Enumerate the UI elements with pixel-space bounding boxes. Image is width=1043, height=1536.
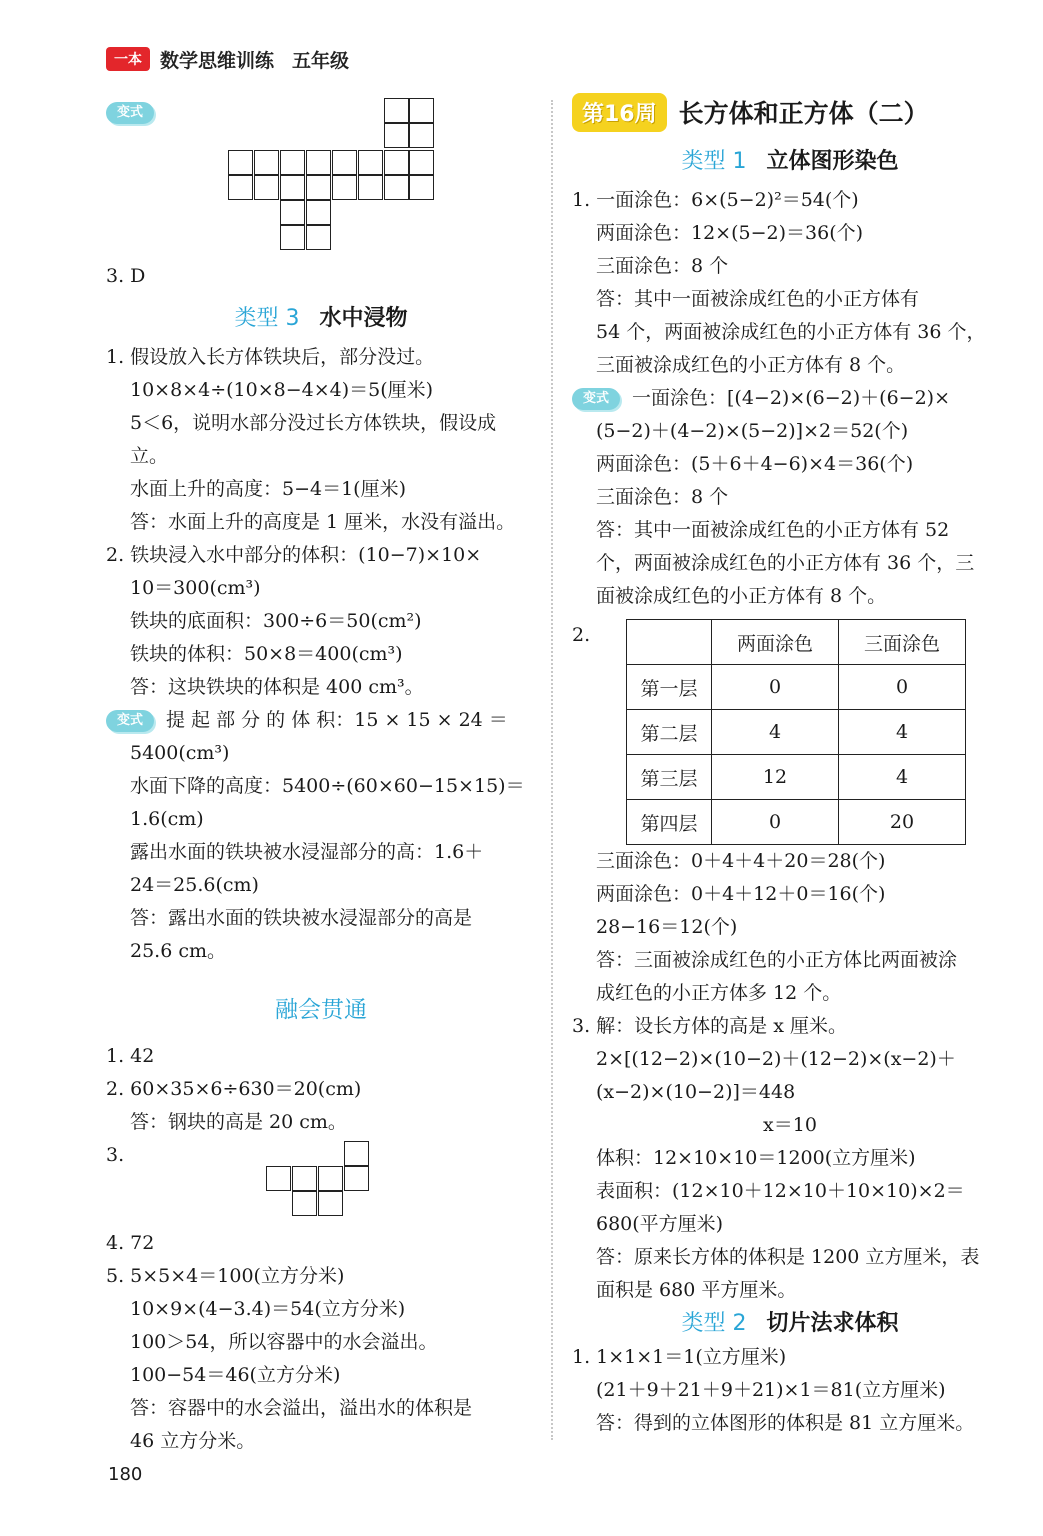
week-heading <box>572 90 1008 134</box>
left-column <box>106 90 536 1458</box>
s2-q1-line: (21＋9＋21＋9＋21)×1＝81(立方厘米) <box>596 1379 946 1401</box>
variant-text: 一面涂色：[(4−2)×(6−2)＋(6−2)× <box>632 387 951 409</box>
rhyt-answer-5: 答：容器中的水会溢出，溢出水的体积是 <box>130 1397 473 1419</box>
r-variant-line: 面被涂成红色的小正方体有 8 个。 <box>596 585 887 607</box>
table-header-cell: 三面涂色 <box>839 620 966 665</box>
net-cell <box>280 175 305 200</box>
variant-text: 提 起 部 分 的 体 积：15 × 15 × 24 ＝ <box>166 709 508 731</box>
q1-line: 答：水面上升的高度是 1 厘米，水没有溢出。 <box>130 511 516 533</box>
q2-line: 答：这块铁块的体积是 400 cm³。 <box>130 676 424 698</box>
s2-q1-line: 答：得到的立体图形的体积是 81 立方厘米。 <box>596 1412 975 1434</box>
q1-line: 立。 <box>130 445 169 467</box>
q1-line: 水面上升的高度：5−4＝1(厘米) <box>130 478 407 500</box>
r-variant-line: (5−2)＋(4−2)×(5−2)]×2＝52(个) <box>596 420 909 442</box>
q3-line: 表面积：(12×10＋12×10＋10×10)×2＝ <box>596 1180 965 1202</box>
rhyt-answer-5: 100−54＝46(立方分米) <box>130 1364 341 1386</box>
table-cell: 第二层 <box>627 710 712 755</box>
net-cell <box>384 150 409 175</box>
section-name: 水中浸物 <box>319 306 408 331</box>
net-cell <box>254 175 279 200</box>
r-q1-line: 三面涂色：8 个 <box>596 255 729 277</box>
q2-line: 2. 铁块浸入水中部分的体积：(10−7)×10× <box>106 544 482 566</box>
cube-net-figure-2 <box>266 1139 376 1219</box>
net-cell <box>292 1166 317 1191</box>
table-cell: 第四层 <box>627 800 712 845</box>
table-cell: 20 <box>839 800 966 845</box>
table-row <box>627 800 966 845</box>
rhyt-answer-4: 4. 72 <box>106 1232 155 1254</box>
q3-line: 680(平方厘米) <box>596 1213 724 1235</box>
section-name: 切片法求体积 <box>766 1311 899 1336</box>
net-cell <box>409 175 434 200</box>
table-header-cell: 两面涂色 <box>712 620 839 665</box>
variant-line: 25.6 cm。 <box>130 940 227 962</box>
section-type-label: 类型 3 <box>234 306 300 331</box>
section-type-label: 类型 2 <box>681 1311 747 1336</box>
r-variant-line <box>572 382 1008 415</box>
net-cell <box>280 225 305 250</box>
r-q1-line: 两面涂色：12×(5−2)＝36(个) <box>596 222 864 244</box>
q2-line: 铁块的体积：50×8＝400(cm³) <box>130 643 403 665</box>
r-variant-line: 个，两面被涂成红色的小正方体有 36 个，三 <box>596 552 975 574</box>
rhyt-answer-5: 5. 5×5×4＝100(立方分米) <box>106 1265 345 1287</box>
table-row <box>627 755 966 800</box>
q2-after-line: 28−16＝12(个) <box>596 916 738 938</box>
q3-line: 3. 解：设长方体的高是 x 厘米。 <box>572 1015 847 1037</box>
section-type-3-heading <box>106 299 536 339</box>
net-cell <box>384 175 409 200</box>
r-variant-line: 三面涂色：8 个 <box>596 486 729 508</box>
net-cell <box>409 123 434 148</box>
table-cell: 第一层 <box>627 665 712 710</box>
net-cell <box>344 1141 369 1166</box>
net-cell <box>384 123 409 148</box>
table-header-row <box>627 620 966 665</box>
table-header-cell <box>627 620 712 665</box>
variant-line: 水面下降的高度：5400÷(60×60−15×15)＝ <box>130 775 525 797</box>
table-cell: 4 <box>839 710 966 755</box>
cube-net-figure-1 <box>228 98 438 254</box>
rhyt-answer-5: 46 立方分米。 <box>130 1430 256 1452</box>
book-title: 数学思维训练 <box>160 49 275 72</box>
table-row <box>627 665 966 710</box>
section-type-2-heading <box>572 1307 1008 1341</box>
net-cell <box>318 1191 343 1216</box>
q3-line: 答：原来长方体的体积是 1200 立方厘米，表 <box>596 1246 980 1268</box>
section-type-label: 类型 1 <box>681 149 747 174</box>
section-type-1-heading <box>572 142 1008 182</box>
answer-3: 3. D <box>106 265 146 287</box>
table-cell: 第三层 <box>627 755 712 800</box>
table-cell: 0 <box>712 800 839 845</box>
net-cell <box>306 200 331 225</box>
net-cell <box>292 1191 317 1216</box>
net-cell <box>280 200 305 225</box>
net-cell <box>409 150 434 175</box>
net-cell <box>409 98 434 123</box>
r-variant-line: 两面涂色：(5＋6＋4−6)×4＝36(个) <box>596 453 914 475</box>
q2-line: 铁块的底面积：300÷6＝50(cm²) <box>130 610 422 632</box>
grade-label: 五年级 <box>292 49 350 72</box>
net-cell <box>306 150 331 175</box>
rhyt-answer-5: 100＞54，所以容器中的水会溢出。 <box>130 1331 438 1353</box>
r-variant-line: 答：其中一面被涂成红色的小正方体有 52 <box>596 519 950 541</box>
net-cell <box>228 175 253 200</box>
rhyt-answer-2: 2. 60×35×6÷630＝20(cm) <box>106 1078 362 1100</box>
variant-line: 5400(cm³) <box>130 742 230 764</box>
rhyt-answer-5: 10×9×(4−3.4)＝54(立方分米) <box>130 1298 406 1320</box>
variant-badge: 变式 <box>572 388 620 410</box>
variant-line: 答：露出水面的铁块被水浸湿部分的高是 <box>130 907 473 929</box>
brand-logo: 一本 <box>106 47 150 71</box>
q2-table-block <box>572 619 1008 845</box>
net-cell <box>280 150 305 175</box>
page-header <box>106 46 349 72</box>
net-cell <box>318 1166 343 1191</box>
layer-table <box>626 619 966 845</box>
q3-line: 2×[(12−2)×(10−2)＋(12−2)×(x−2)＋ <box>596 1048 956 1070</box>
net-cell <box>228 150 253 175</box>
column-divider <box>551 100 553 1440</box>
rhyt-answer-1: 1. 42 <box>106 1045 155 1067</box>
net-cell <box>266 1166 291 1191</box>
q3-line: x＝10 <box>763 1114 817 1136</box>
rhyt-heading: 融会贯通 <box>275 997 367 1023</box>
q1-line: 1. 假设放入长方体铁块后，部分没过。 <box>106 346 435 368</box>
q3-line: (x−2)×(10−2)]＝448 <box>596 1081 796 1103</box>
variant-badge: 变式 <box>106 710 154 732</box>
net-cell <box>254 150 279 175</box>
table-cell: 4 <box>712 710 839 755</box>
table-row <box>627 710 966 755</box>
rhyt-answer-3-label: 3. <box>106 1144 125 1166</box>
net-cell <box>384 98 409 123</box>
net-cell <box>332 175 357 200</box>
right-column <box>572 90 1008 1440</box>
q3-line: 体积：12×10×10＝1200(立方厘米) <box>596 1147 916 1169</box>
q1-line: 10×8×4÷(10×8−4×4)＝5(厘米) <box>130 379 434 401</box>
net-cell <box>306 225 331 250</box>
s2-q1-line: 1. 1×1×1＝1(立方厘米) <box>572 1346 787 1368</box>
q3-line: 面积是 680 平方厘米。 <box>596 1279 797 1301</box>
variant-line <box>106 704 536 737</box>
q2-after-line: 成红色的小正方体多 12 个。 <box>596 982 842 1004</box>
net-cell <box>344 1166 369 1191</box>
r-q1-line: 54 个，两面被涂成红色的小正方体有 36 个， <box>596 321 986 343</box>
variant-line: 24＝25.6(cm) <box>130 874 259 896</box>
q1-line: 5＜6，说明水部分没过长方体铁块，假设成 <box>130 412 497 434</box>
week-title: 长方体和正方体（二） <box>678 99 929 128</box>
week-badge: 第16周 <box>572 93 667 132</box>
r-q1-line: 三面被涂成红色的小正方体有 8 个。 <box>596 354 906 376</box>
q2-after-line: 答：三面被涂成红色的小正方体比两面被涂 <box>596 949 958 971</box>
net-cell <box>358 150 383 175</box>
variant-badge: 变式 <box>106 102 154 124</box>
table-cell: 12 <box>712 755 839 800</box>
q2-label: 2. <box>572 624 591 646</box>
q2-after-line: 两面涂色：0＋4＋12＋0＝16(个) <box>596 883 886 905</box>
variant-line: 露出水面的铁块被水浸湿部分的高：1.6＋ <box>130 841 484 863</box>
table-cell: 0 <box>712 665 839 710</box>
rhyt-answer-2: 答：钢块的高是 20 cm。 <box>130 1111 347 1133</box>
q2-line: 10＝300(cm³) <box>130 577 261 599</box>
rhyt-answer-3-block <box>106 1139 536 1227</box>
table-cell: 4 <box>839 755 966 800</box>
net-cell <box>358 175 383 200</box>
r-q1-line: 答：其中一面被涂成红色的小正方体有 <box>596 288 920 310</box>
section-name: 立体图形染色 <box>766 149 899 174</box>
net-cell <box>306 175 331 200</box>
variant-line: 1.6(cm) <box>130 808 204 830</box>
variant-net-figure-block <box>106 90 536 260</box>
q2-after-line: 三面涂色：0＋4＋4＋20＝28(个) <box>596 850 886 872</box>
page-number: 180 <box>108 1464 143 1485</box>
table-cell: 0 <box>839 665 966 710</box>
net-cell <box>332 150 357 175</box>
r-q1-line: 1. 一面涂色：6×(5−2)²＝54(个) <box>572 189 859 211</box>
